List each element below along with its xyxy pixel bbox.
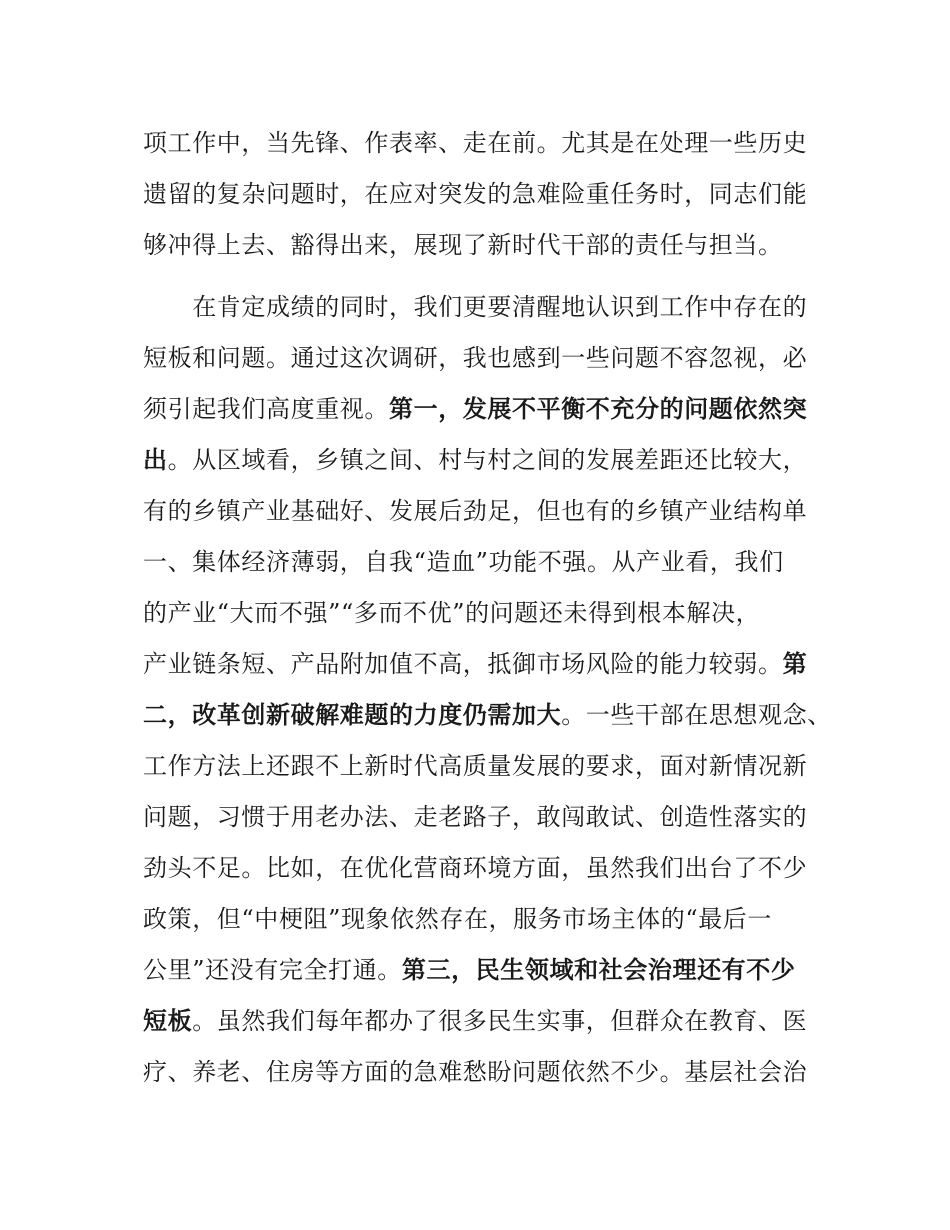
text-line	[143, 1057, 807, 1087]
text-run: 在肯定成绩的同时，我们更要清醒地认识到工作中存在的	[143, 293, 808, 321]
text-line	[143, 853, 807, 883]
text-line	[143, 179, 807, 209]
bold-heading-run: 第	[782, 650, 808, 678]
text-run: 问题，习惯于用老办法、走老路子，敢闯敢试、创造性落实的	[143, 803, 808, 831]
text-run: 遗留的复杂问题时，在应对突发的急难险重任务时，同志们能	[143, 180, 808, 208]
text-line	[143, 394, 807, 424]
text-run: 短板和问题。通过这次调研，我也感到一些问题不容忽视，必	[143, 344, 808, 372]
text-run: 够冲得上去、豁得出来，展现了新时代干部的责任与担当。	[143, 231, 783, 259]
text-line	[143, 445, 807, 475]
text-run: 。从区域看，乡镇之间、村与村之间的发展差距还比较大，	[167, 446, 808, 474]
text-run: 。一些干部在思想观念、	[561, 701, 832, 729]
text-run: 的产业“大而不强”“多而不优”的问题还未得到根本解决，	[143, 599, 761, 627]
text-run: 公里”还没有完全打通。	[143, 956, 402, 984]
text-run: 产业链条短、产品附加值不高，抵御市场风险的能力较弱。	[143, 650, 783, 678]
text-line	[143, 751, 807, 781]
text-run: 一、集体经济薄弱，自我“造血”功能不强。从产业看，我们	[143, 548, 784, 576]
text-run: 项工作中，当先锋、作表率、走在前。尤其是在处理一些历史	[143, 129, 808, 157]
text-line	[143, 955, 795, 985]
text-run: 有的乡镇产业基础好、发展后劲足，但也有的乡镇产业结构单	[143, 497, 808, 525]
text-run: 须引起我们高度重视。	[143, 395, 389, 423]
text-line	[143, 230, 783, 260]
bold-heading-run: 出	[143, 446, 168, 474]
text-run: 疗、养老、住房等方面的急难愁盼问题依然不少。基层社会治	[143, 1058, 808, 1086]
bold-heading-run: 短板	[143, 1007, 193, 1035]
text-line	[143, 700, 832, 730]
text-line	[143, 649, 807, 679]
text-line	[143, 547, 784, 577]
bold-heading-run: 第一，发展不平衡不充分的问题依然突	[389, 395, 808, 423]
text-line	[143, 128, 807, 158]
text-line	[143, 292, 807, 322]
text-run: 。虽然我们每年都办了很多民生实事，但群众在教育、医	[192, 1007, 808, 1035]
text-line	[143, 802, 807, 832]
text-line	[143, 343, 807, 373]
bold-heading-run: 第三，民生领域和社会治理还有不少	[401, 956, 796, 984]
text-run: 劲头不足。比如，在优化营商环境方面，虽然我们出台了不少	[143, 854, 808, 882]
bold-heading-run: 二，改革创新破解难题的力度仍需加大	[143, 701, 562, 729]
text-line	[143, 598, 760, 628]
text-run: 工作方法上还跟不上新时代高质量发展的要求，面对新情况新	[143, 752, 808, 780]
text-line	[143, 904, 772, 934]
text-run: 政策，但“中梗阻”现象依然存在，服务市场主体的“最后一	[143, 905, 773, 933]
text-line	[143, 1006, 807, 1036]
text-line	[143, 496, 807, 526]
